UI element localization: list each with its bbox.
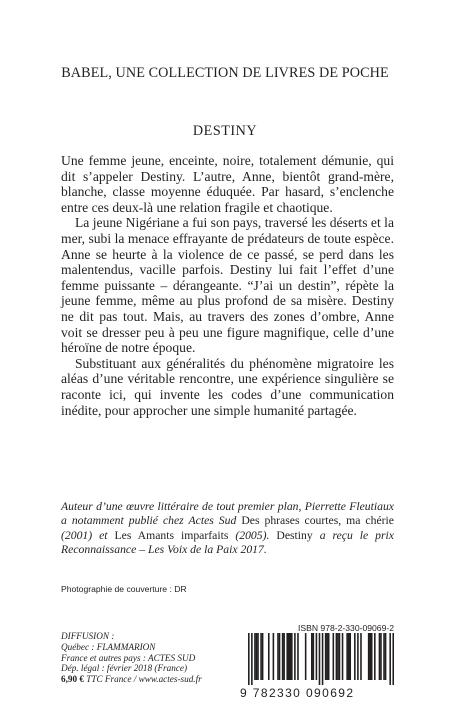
photo-credit: Photographie de couverture : DR — [61, 584, 187, 594]
barcode-bar — [342, 633, 344, 680]
barcode-bar — [294, 633, 296, 680]
price-tail: TTC France / www.actes-sud.fr — [83, 674, 202, 685]
barcode-bar — [328, 633, 330, 680]
barcode-bar — [368, 633, 370, 680]
legal-deposit: Dép. légal : février 2018 (France) — [61, 663, 188, 674]
barcode-bar — [357, 633, 359, 680]
barcode-bar — [286, 633, 288, 680]
blurb-paragraph: Une femme jeune, enceinte, noire, totalement démunie, qui dit s’appeler Destiny. L’autre, Anne, bientôt grand-mère, blanche, classe moyenne éduquée. Par hasard, s’enclenche entre ces deux-là une relation fragile et chaotique. — [61, 153, 394, 215]
distribution-info — [61, 631, 241, 685]
bio-book-title: Des phrases courtes, ma chérie — [236, 514, 394, 528]
barcode-bar — [282, 633, 284, 680]
barcode-bar — [348, 633, 350, 680]
barcode-bar — [316, 633, 318, 680]
book-title: DESTINY — [192, 123, 258, 139]
barcode-bar — [383, 633, 385, 680]
blurb-paragraph: Substituant aux généralités du phénomène migratoire les aléas d’une véritable rencontre, une expérience singulière se raconte ici, qui invente les codes d’une communication inédite, pour approcher une simple humanité partagée. — [61, 355, 394, 418]
barcode-bar — [257, 633, 259, 680]
barcode-bar — [283, 633, 285, 680]
barcode-bar — [380, 633, 382, 680]
barcode-bar — [268, 633, 270, 680]
barcode-bar — [326, 633, 328, 680]
bio-text: Auteur d’une œuvre littéraire de tout premier plan, Pierrette Fleutiaux a notamment publié chez Actes Sud — [61, 500, 394, 528]
isbn: ISBN 978-2-330-09069-2 — [297, 623, 394, 633]
barcode-bar — [371, 633, 373, 680]
price: 6,90 € — [61, 674, 84, 685]
barcode-bar — [305, 633, 307, 680]
bio-text: (2001) et — [61, 528, 108, 542]
barcode-bar — [346, 633, 348, 680]
barcode-bar — [319, 633, 321, 685]
barcode-bar — [254, 633, 256, 680]
diffusion-label: DIFFUSION : — [61, 631, 115, 641]
barcode-bar — [297, 633, 299, 680]
barcode-bar — [336, 633, 338, 680]
barcode-bar — [392, 633, 394, 685]
barcode-bar — [313, 633, 315, 680]
barcode-bar — [288, 633, 290, 680]
barcode-bar — [354, 633, 356, 680]
barcode-bar — [360, 633, 362, 680]
barcode-bar — [385, 633, 387, 680]
barcode-bar — [279, 633, 281, 680]
bio-book-title: Destiny — [269, 528, 320, 542]
barcode-bar — [277, 633, 279, 680]
barcode-bar — [256, 633, 258, 680]
barcode-bar — [325, 633, 327, 680]
barcode-bar — [251, 633, 253, 685]
diffusion-quebec: Québec : FLAMMARION — [61, 641, 156, 652]
bio-book-title: Les Amants imparfaits — [107, 528, 236, 542]
diffusion-france: France et autres pays : ACTES SUD — [61, 652, 196, 663]
price-line — [61, 674, 241, 685]
barcode-bar — [374, 633, 376, 680]
series-title: BABEL, UNE COLLECTION DE LIVRES DE POCHE — [61, 65, 389, 81]
barcode-bar — [337, 633, 339, 680]
barcode-bar — [273, 633, 275, 680]
barcode-bar — [260, 633, 262, 680]
barcode-bar — [262, 633, 264, 680]
barcode-bar — [349, 633, 351, 680]
barcode-bar — [289, 633, 291, 680]
barcode-bar — [379, 633, 381, 680]
barcode-bar — [369, 633, 371, 680]
barcode-bar — [339, 633, 341, 680]
barcode-bar — [322, 633, 324, 685]
barcode-bar — [291, 633, 293, 680]
barcode-icon — [248, 633, 394, 685]
barcode-bar — [389, 633, 391, 685]
barcode-bar — [333, 633, 335, 680]
bio-text: (2005). — [235, 528, 270, 542]
blurb-paragraph: La jeune Nigériane a fui son pays, traversé les déserts et la mer, subi la menace effrayante de prédateurs de toute espèce. Anne se heurte à la violence de ce passé, se perd dans les malentendus, vacille parfois. Destiny lui fait l’effet d’une femme puissante – dérangeante. “J’ai un destin”, répète la jeune femme, même au plus profond de sa misère. Destiny ne dit pas tout. Mais, au travers des zones d’ombre, Anne voit se dresser peu à peu une figure magnifique, celle d’une héroïne de notre époque. — [61, 215, 394, 356]
author-bio — [61, 500, 394, 558]
barcode-bar — [311, 633, 313, 680]
barcode-bar — [248, 633, 250, 685]
blurb — [61, 153, 394, 418]
barcode-digits: 9 782330 090692 — [240, 686, 355, 700]
bio-text: Les Voix de la Paix 2017. — [147, 543, 267, 557]
bio-text: a reçu le prix Reconnaissance – — [61, 528, 394, 557]
